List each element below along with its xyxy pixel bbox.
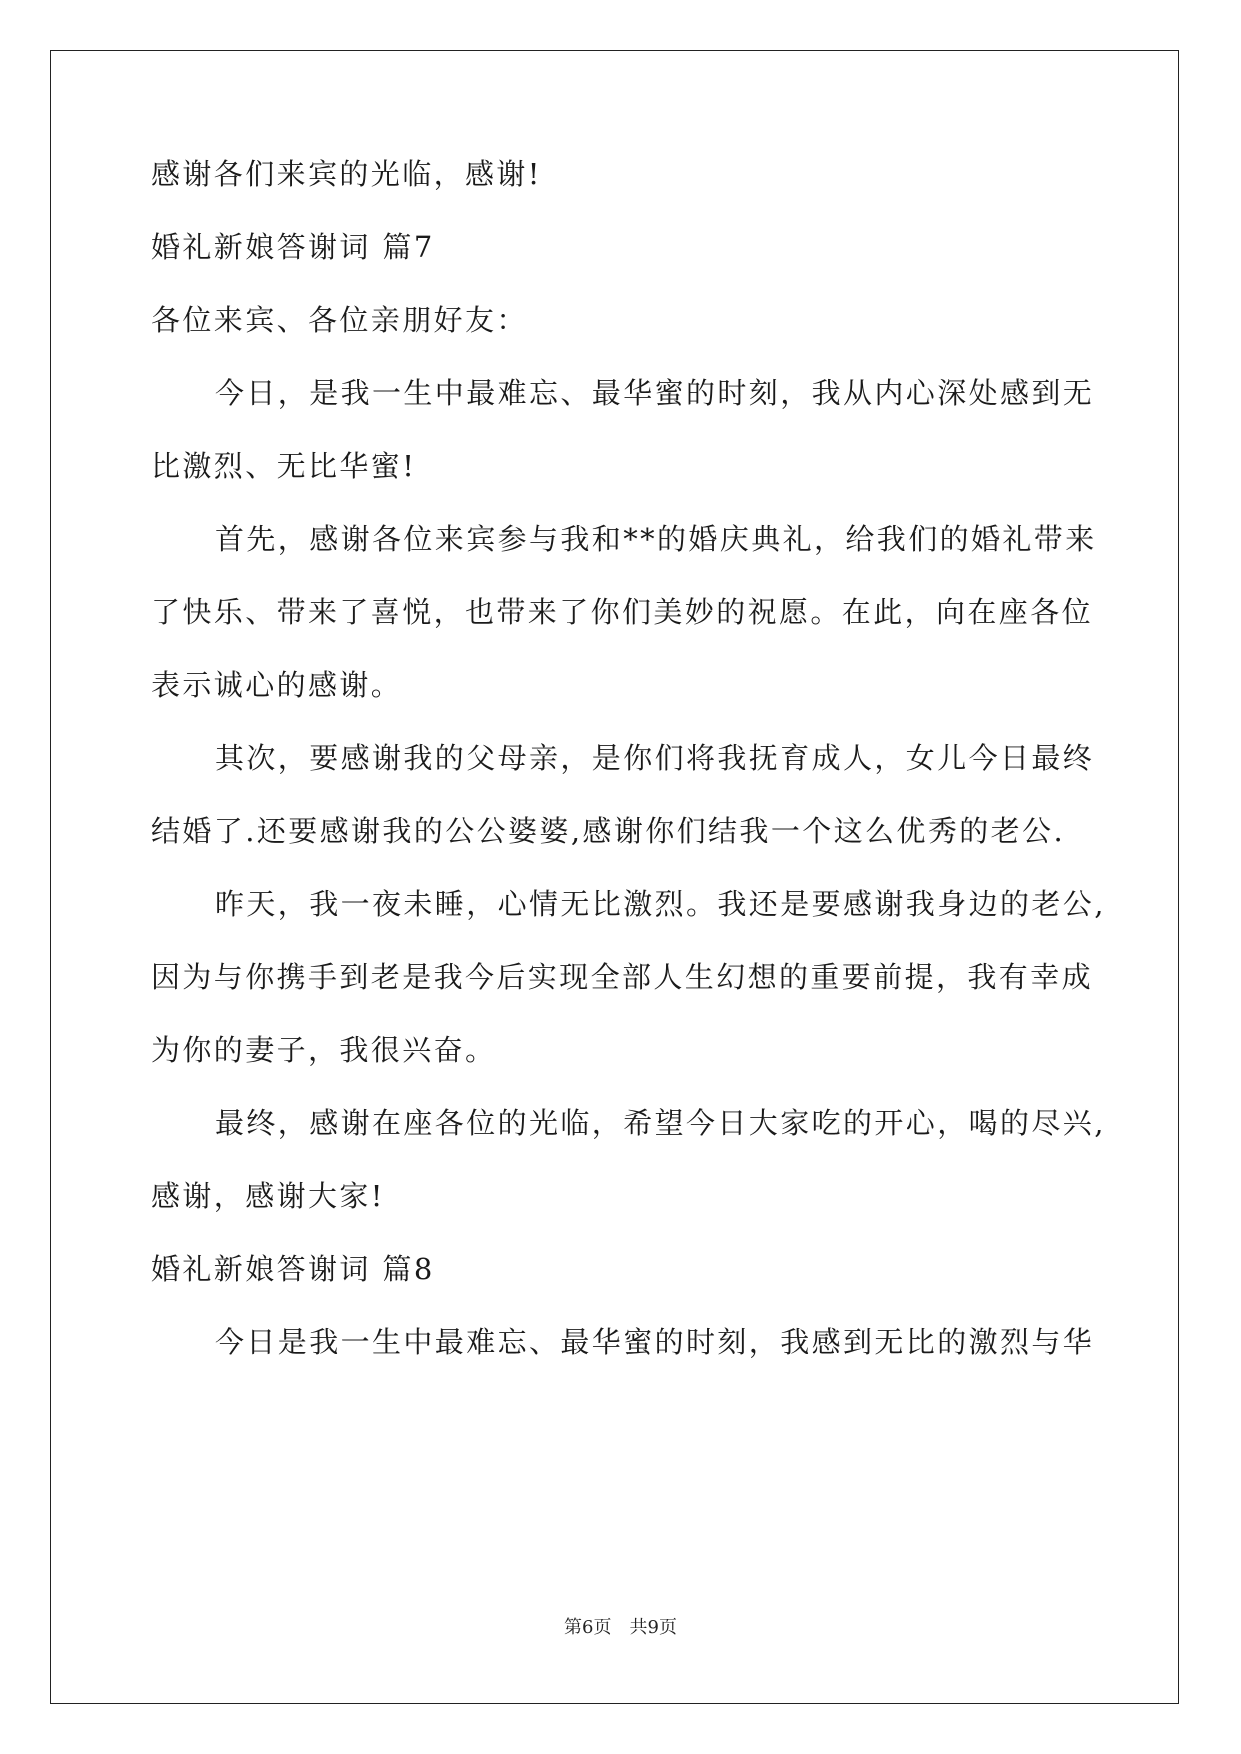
paragraph-line: 今日，是我一生中最难忘、最华蜜的时刻，我从内心深处感到无 <box>215 376 1095 410</box>
section-heading-7: 婚礼新娘答谢词 篇7 <box>151 230 435 264</box>
page-footer <box>0 1613 1241 1639</box>
paragraph-line: 比激烈、无比华蜜! <box>151 449 417 483</box>
paragraph-line: 了快乐、带来了喜悦，也带来了你们美妙的祝愿。在此，向在座各位 <box>151 595 1094 629</box>
paragraph-line: 最终，感谢在座各位的光临，希望今日大家吃的开心，喝的尽兴, <box>215 1106 1106 1140</box>
salutation: 各位来宾、各位亲朋好友： <box>151 303 528 337</box>
paragraph-line: 为你的妻子，我很兴奋。 <box>151 1033 497 1067</box>
paragraph-line: 今日是我一生中最难忘、最华蜜的时刻，我感到无比的激烈与华 <box>215 1325 1095 1359</box>
page-number: 第6页 <box>564 1617 612 1638</box>
paragraph-line: 首先，感谢各位来宾参与我和**的婚庆典礼，给我们的婚礼带来 <box>215 522 1097 556</box>
page-total: 共9页 <box>629 1617 677 1638</box>
section-heading-8: 婚礼新娘答谢词 篇8 <box>151 1252 435 1286</box>
paragraph-line: 感谢，感谢大家! <box>151 1179 385 1213</box>
paragraph-line: 感谢各们来宾的光临，感谢! <box>151 157 542 191</box>
paragraph-line: 其次，要感谢我的父母亲，是你们将我抚育成人，女儿今日最终 <box>215 741 1095 775</box>
paragraph-line: 表示诚心的感谢。 <box>151 668 403 702</box>
paragraph-line: 因为与你携手到老是我今后实现全部人生幻想的重要前提，我有幸成 <box>151 960 1094 994</box>
paragraph-line: 昨天，我一夜未睡，心情无比激烈。我还是要感谢我身边的老公, <box>215 887 1106 921</box>
page-border <box>50 50 1179 1704</box>
paragraph-line: 结婚了.还要感谢我的公公婆婆,感谢你们结我一个这么优秀的老公. <box>151 814 1066 848</box>
